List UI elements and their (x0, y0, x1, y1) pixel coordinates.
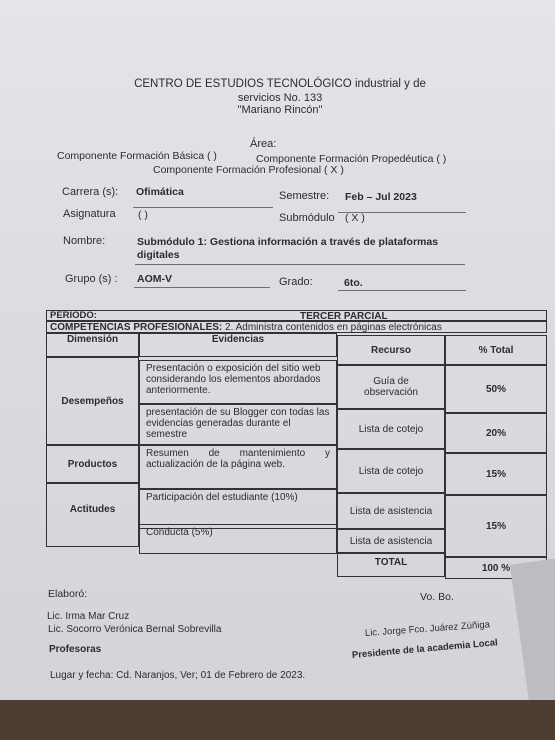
resource-actitudes-1: Lista de asistencia (337, 493, 445, 529)
evidence-actitudes-1: Participación del estudiante (10%) (139, 489, 337, 529)
resource-actitudes-2: Lista de asistencia (337, 529, 445, 553)
wooden-surface (0, 700, 555, 740)
resource-desempenos-2: Lista de cotejo (337, 409, 445, 449)
dimension-actitudes: Actitudes (46, 483, 139, 547)
dimension-productos: Productos (46, 445, 139, 483)
competencies-text (50, 322, 442, 333)
semester-label: Semestre: (279, 190, 330, 202)
career-underline (133, 207, 273, 208)
grade-underline (338, 290, 466, 291)
total-label: TOTAL (337, 553, 445, 577)
header-total: % Total (445, 335, 547, 365)
total-actitudes: 15% (445, 495, 547, 557)
area-basic: Componente Formación Básica ( ) (57, 150, 217, 162)
dimension-desempenos: Desempeños (46, 357, 139, 445)
period-value: TERCER PARCIAL (300, 311, 388, 322)
total-desempenos-2: 20% (445, 413, 547, 453)
area-label: Área: (250, 138, 277, 150)
evidence-desempenos-1: Presentación o exposición del sitio web considerando los elementos abordados anteriormente. (139, 360, 337, 404)
name-value-line1: Submódulo 1: Gestiona información a través de plataformas (137, 236, 439, 248)
evidence-desempenos-2: presentación de su Blogger con todas las evidencias generadas durante el semestre (139, 404, 337, 445)
submodule-value: ( X ) (345, 212, 365, 224)
institution-line3: "Mariano Rincón" (237, 104, 323, 116)
resource-desempenos-1: Guía de observación (337, 365, 445, 409)
evidence-productos: Resumen de mantenimiento y actualización de la página web. (139, 445, 337, 489)
header-resource: Recurso (337, 335, 445, 365)
teacher1-name: Lic. Irma Mar Cruz (47, 611, 130, 622)
teachers-role: Profesoras (49, 644, 102, 655)
group-underline (134, 287, 270, 288)
group-value: AOM-V (137, 273, 172, 285)
total-value: 100 % (445, 557, 547, 579)
competencies-value: 2. Administra contenidos en páginas electrónicas (225, 322, 442, 333)
approved-label: Vo. Bo. (420, 591, 454, 603)
submodule-label: Submódulo (279, 212, 335, 224)
grade-label: Grado: (279, 276, 313, 288)
grade-value: 6to. (344, 277, 363, 289)
place-date: Lugar y fecha: Cd. Naranjos, Ver; 01 de Febrero de 2023. (50, 670, 306, 681)
period-row (46, 310, 547, 321)
header-dimension: Dimensión (46, 333, 139, 357)
total-desempenos-1: 50% (445, 365, 547, 413)
area-professional: Componente Formación Profesional ( X ) (153, 164, 344, 176)
prepared-label: Elaboró: (48, 588, 88, 600)
total-productos: 15% (445, 453, 547, 495)
period-label: PERIODO: (50, 310, 97, 321)
evidence-actitudes-2: Conducta (5%) (139, 524, 337, 554)
semester-value: Feb – Jul 2023 (345, 191, 417, 203)
institution-line1: CENTRO DE ESTUDIOS TECNOLÓGICO industrial y de (134, 78, 426, 90)
group-label: Grupo (s) : (65, 273, 118, 285)
name-underline (135, 264, 465, 265)
approver-role: Presidente de la academia Local (351, 637, 499, 661)
competencies-label: COMPETENCIAS PROFESIONALES: (50, 322, 223, 333)
approver-name: Lic. Jorge Fco. Juárez Zúñiga (364, 619, 491, 639)
subject-value: ( ) (138, 209, 148, 221)
area-propedeutic: Componente Formación Propedéutica ( ) (256, 153, 447, 165)
career-value: Ofimática (136, 186, 184, 198)
header-evidence: Evidencias (139, 333, 337, 357)
teacher2-name: Lic. Socorro Verónica Bernal Sobrevilla (48, 624, 222, 635)
institution-line2: servicios No. 133 (237, 92, 323, 104)
subject-label: Asignatura (63, 208, 116, 220)
name-label: Nombre: (63, 235, 106, 247)
name-value-line2: digitales (137, 249, 180, 261)
resource-productos: Lista de cotejo (337, 449, 445, 493)
career-label: Carrera (s): (62, 186, 119, 198)
